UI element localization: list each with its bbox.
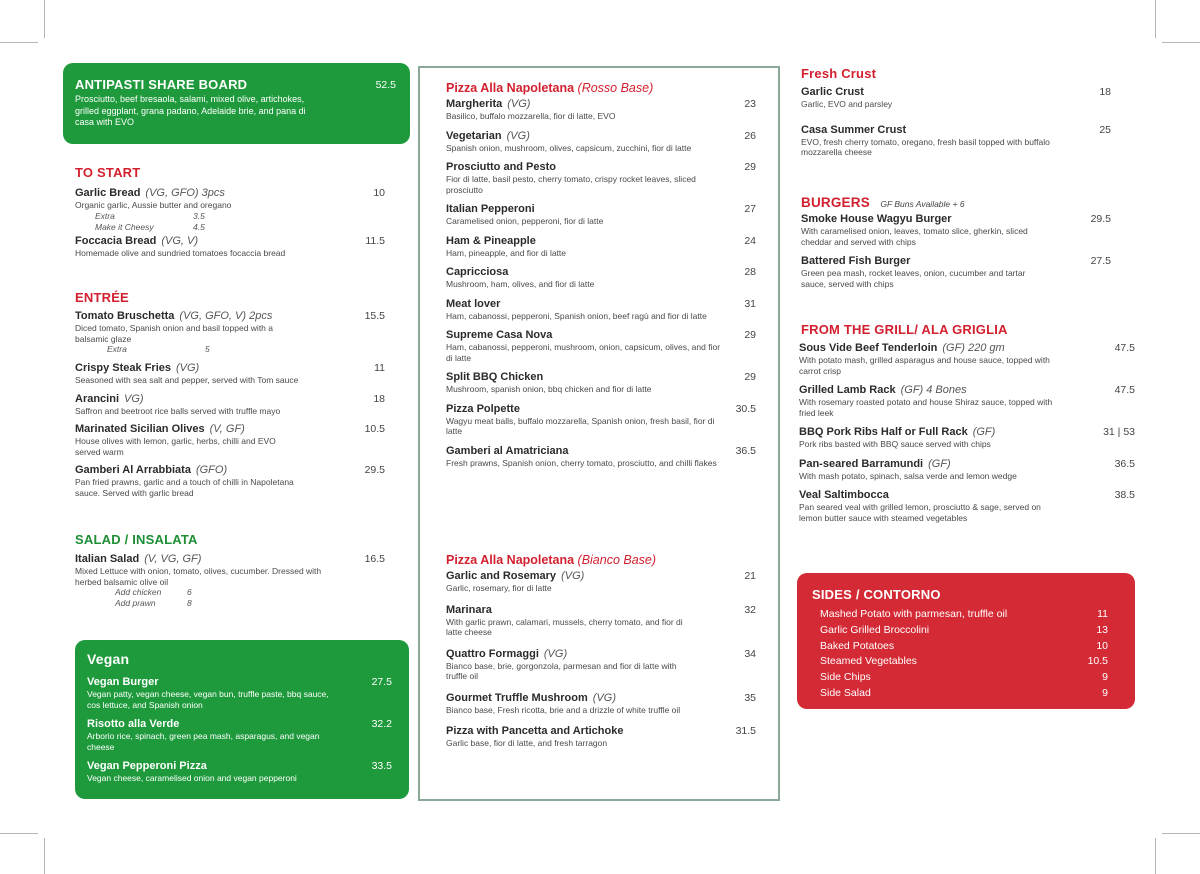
item-name — [799, 489, 1135, 502]
item-name-text: Capricciosa — [446, 266, 509, 278]
antipasti-desc: Prosciutto, beef bresaola, salami, mixed olive, artichokes, grilled eggplant, grana padano, Adelaide brie, and pana di casa with EVO — [75, 94, 306, 127]
menu-item — [87, 760, 392, 784]
item-name-text: Vegan Pepperoni Pizza — [87, 760, 207, 772]
side-item — [820, 639, 1108, 655]
item-name-text: Supreme Casa Nova — [446, 329, 553, 341]
burgers-title: BURGERS — [801, 195, 870, 210]
item-name-text: Quattro Formaggi — [446, 647, 539, 660]
item-name-text: Prosciutto and Pesto — [446, 161, 557, 173]
item-name — [446, 98, 756, 111]
item-name-text: Casa Summer Crust — [801, 123, 907, 136]
item-desc: House olives with lemon, garlic, herbs, chilli and EVO served warm — [75, 436, 276, 457]
item-extra-value: 3.5 — [193, 210, 205, 221]
crop-mark — [0, 42, 38, 43]
menu-item — [446, 161, 756, 195]
item-name-text: Battered Fish Burger — [801, 255, 911, 267]
side-item-name: Steamed Vegetables — [820, 655, 917, 668]
item-extra — [75, 587, 395, 598]
menu-item — [799, 458, 1135, 482]
item-price: 47.5 — [1114, 342, 1135, 354]
menu-item — [446, 725, 756, 749]
pizza-rosso-list — [446, 98, 756, 468]
item-name — [446, 692, 756, 705]
item-name — [799, 342, 1135, 355]
left-column — [75, 165, 395, 608]
salad-list — [75, 553, 395, 609]
side-item-price: 10 — [1096, 639, 1108, 652]
item-price: 31 — [744, 297, 756, 310]
side-item-price: 11 — [1097, 608, 1108, 620]
item-desc: Bianco base, brie, gorgonzola, parmesan and fior di latte with truffle oil — [446, 660, 677, 681]
side-item-name: Baked Potatoes — [820, 639, 895, 652]
menu-item — [446, 130, 756, 154]
entree-list — [75, 310, 395, 498]
item-name — [446, 371, 756, 384]
item-price: 36.5 — [735, 444, 756, 457]
item-desc: Vegan patty, vegan cheese, vegan bun, truffle paste, bbq sauce, cos lettuce, and Spanish onion — [87, 689, 329, 710]
item-name — [801, 86, 1111, 99]
pizza-box — [418, 66, 780, 801]
side-item — [820, 623, 1108, 639]
menu-item — [446, 203, 756, 227]
item-price: 28 — [744, 266, 756, 278]
item-name-text: Risotto alla Verde — [87, 718, 180, 730]
item-price: 47.5 — [1114, 384, 1135, 396]
item-price: 36.5 — [1114, 457, 1135, 470]
item-desc: Basilico, buffalo mozzarella, fior di latte, EVO — [446, 111, 616, 121]
item-tag: (GFO) — [195, 464, 228, 476]
menu-item — [799, 426, 1135, 450]
item-name-text: Italian Pepperoni — [446, 203, 535, 215]
antipasti-price: 52.5 — [375, 79, 396, 91]
item-name — [801, 255, 1111, 268]
item-name — [75, 235, 395, 248]
item-name-text: Vegetarian — [446, 129, 502, 142]
item-price: 18 — [1099, 86, 1111, 98]
menu-item — [801, 213, 1111, 247]
item-desc: Ham, cabanossi, pepperoni, Spanish onion, beef ragù and fior di latte — [446, 310, 707, 321]
item-price: 24 — [744, 234, 756, 247]
item-tag: (GF) 220 gm — [942, 342, 1005, 354]
item-name-text: Vegan Burger — [87, 676, 159, 688]
antipasti-title: ANTIPASTI SHARE BOARD — [75, 77, 248, 92]
item-desc: Seasoned with sea salt and pepper, served with Tom sauce — [75, 375, 299, 385]
item-name — [87, 718, 392, 731]
item-extra-value: 8 — [187, 598, 192, 608]
menu-item — [75, 187, 395, 233]
item-desc: Garlic, EVO and parsley — [801, 99, 893, 109]
burgers-list — [801, 213, 1111, 289]
item-price: 33.5 — [371, 760, 392, 772]
menu-item — [446, 648, 756, 682]
item-name-text: Sous Vide Beef Tenderloin — [799, 342, 938, 354]
item-desc: With potato mash, grilled asparagus and house sauce, topped with carrot crisp — [799, 355, 1050, 376]
menu-item — [446, 403, 756, 437]
item-extra — [75, 598, 395, 609]
menu-item — [75, 423, 395, 457]
item-price: 18 — [373, 392, 385, 405]
item-tag: (GF) — [972, 426, 996, 438]
item-price: 21 — [744, 570, 756, 582]
menu-item — [446, 371, 756, 395]
item-extra-label: Add chicken — [115, 587, 162, 597]
pizza-bianco-title — [446, 553, 756, 567]
item-name — [87, 676, 392, 689]
item-extra-label: Make it Cheesy — [95, 221, 154, 232]
vegan-box — [75, 640, 409, 799]
vegan-list — [87, 676, 392, 784]
crop-mark — [1155, 838, 1156, 874]
vegan-title: Vegan — [87, 651, 130, 667]
item-name — [446, 329, 756, 342]
item-name — [75, 464, 395, 477]
item-name — [446, 161, 756, 174]
crop-mark — [44, 0, 45, 38]
item-price: 29 — [744, 161, 756, 173]
item-name-text: Marinated Sicilian Olives — [75, 423, 205, 435]
menu-item — [75, 310, 395, 355]
item-tag: (VG) — [506, 129, 530, 142]
item-name — [75, 310, 395, 323]
item-price: 38.5 — [1114, 489, 1135, 501]
item-tag: (VG, GFO) 3pcs — [145, 187, 225, 199]
item-price: 27 — [744, 203, 756, 215]
menu-item — [446, 235, 756, 259]
side-item-name: Side Chips — [820, 671, 871, 684]
fresh-crust-title: Fresh Crust — [801, 66, 877, 81]
item-tag: (V, VG, GF) — [144, 553, 202, 565]
item-desc: Green pea mash, rocket leaves, onion, cucumber and tartar sauce, served with chips — [801, 268, 1026, 289]
grill-list — [799, 342, 1135, 523]
item-price: 11.5 — [365, 234, 385, 247]
item-desc: Mushroom, ham, olives, and fior di latte — [446, 279, 595, 289]
item-name-text: Ham & Pineapple — [446, 234, 536, 247]
item-tag: (VG) — [176, 362, 200, 374]
item-name — [87, 760, 392, 773]
pizza-rosso-tag: (Rosso Base) — [577, 81, 654, 95]
menu-item — [801, 124, 1111, 158]
grill-title: FROM THE GRILL/ ALA GRIGLIA — [801, 322, 1008, 337]
side-item-name: Mashed Potato with parmesan, truffle oil — [820, 608, 1008, 620]
item-price: 11 — [374, 362, 385, 374]
menu-item — [799, 342, 1135, 376]
item-name — [446, 130, 756, 143]
item-desc: Garlic, rosemary, fior di latte — [446, 583, 552, 593]
item-price: 27.5 — [371, 676, 392, 688]
item-name-text: Arancini — [75, 392, 120, 405]
burgers-heading — [801, 194, 965, 212]
menu-item — [446, 570, 756, 594]
item-name-text: Gourmet Truffle Mushroom — [446, 691, 588, 704]
item-price: 27.5 — [1090, 255, 1111, 267]
menu-item — [446, 329, 756, 363]
item-name-text: Margherita — [446, 98, 503, 110]
item-desc: Ham, cabanossi, pepperoni, mushroom, onion, capsicum, olives, and fior di latte — [446, 342, 721, 363]
item-desc: Wagyu meat balls, buffalo mozzarella, Spanish onion, fresh basil, fior di latte — [446, 415, 715, 436]
menu-item — [75, 362, 395, 386]
item-price: 29.5 — [364, 464, 385, 476]
side-item-price: 9 — [1102, 686, 1108, 699]
menu-item — [75, 464, 395, 498]
item-desc: With rosemary roasted potato and house Shiraz sauce, topped with fried leek — [799, 397, 1053, 418]
menu-item — [446, 98, 756, 122]
sides-box — [797, 573, 1135, 709]
item-desc: Fior di latte, basil pesto, cherry tomato, crispy rocket leaves, sliced prosciutto — [446, 174, 696, 195]
item-extra-label: Extra — [95, 210, 115, 221]
item-name-text: Veal Saltimbocca — [799, 489, 889, 501]
item-name — [75, 187, 395, 200]
pizza-rosso-title — [446, 81, 756, 95]
item-desc: Pork ribs basted with BBQ sauce served with chips — [799, 439, 991, 449]
side-item-price: 10.5 — [1087, 655, 1108, 668]
item-name — [446, 235, 756, 248]
item-desc: Pan fried prawns, garlic and a touch of chilli in Napoletana sauce. Served with garlic bread — [75, 477, 294, 498]
item-name-text: Marinara — [446, 603, 492, 616]
crop-mark — [44, 838, 45, 874]
item-price: 30.5 — [735, 402, 756, 415]
pizza-rosso-title-text: Pizza Alla Napoletana — [446, 81, 575, 95]
side-item — [820, 654, 1108, 670]
item-extra-label: Extra — [107, 344, 127, 354]
item-desc: Mushroom, spanish onion, bbq chicken and fior di latte — [446, 384, 652, 394]
item-extra — [75, 222, 395, 233]
item-desc: Caramelised onion, pepperoni, fior di latte — [446, 216, 604, 226]
to-start-title: TO START — [75, 165, 141, 180]
item-name-text: Meat lover — [446, 297, 501, 310]
side-item-price: 13 — [1096, 623, 1108, 636]
item-name — [799, 458, 1135, 471]
salad-title: SALAD / INSALATA — [75, 532, 198, 547]
antipasti-box — [63, 63, 410, 144]
item-extra-label: Add prawn — [115, 598, 156, 608]
item-desc: Mixed Lettuce with onion, tomato, olives, cucumber. Dressed with herbed balsamic olive oil — [75, 566, 322, 587]
item-price: 31 | 53 — [1103, 426, 1135, 438]
item-name — [75, 362, 395, 375]
item-name-text: Crispy Steak Fries — [75, 362, 171, 374]
sides-title: SIDES / CONTORNO — [812, 587, 941, 602]
item-desc: EVO, fresh cherry tomato, oregano, fresh basil topped with buffalo mozzarella cheese — [801, 136, 1050, 157]
item-extra-value: 4.5 — [193, 221, 205, 232]
item-name-text: Italian Salad — [75, 553, 140, 565]
sides-list — [820, 607, 1108, 702]
burgers-note: GF Buns Available + 6 — [880, 199, 965, 209]
side-item — [820, 670, 1108, 686]
item-price: 25 — [1099, 123, 1111, 136]
item-desc: Saffron and beetroot rice balls served with truffle mayo — [75, 405, 281, 416]
menu-item — [87, 718, 392, 752]
item-desc: Pan seared veal with grilled lemon, prosciutto & sage, served on lemon butter sauce with steamed vegetables — [799, 502, 1041, 523]
item-name — [801, 124, 1111, 137]
item-name — [446, 604, 756, 617]
menu-item — [446, 266, 756, 290]
menu-item — [87, 676, 392, 710]
item-name — [75, 393, 395, 406]
item-price: 31.5 — [735, 725, 756, 737]
item-name — [799, 384, 1135, 397]
item-name-text: Smoke House Wagyu Burger — [801, 213, 952, 225]
item-price: 29 — [744, 371, 756, 383]
menu-item — [801, 255, 1111, 289]
item-price: 15.5 — [364, 310, 385, 322]
item-name — [446, 203, 756, 216]
item-name-text: BBQ Pork Ribs Half or Full Rack — [799, 426, 968, 438]
item-desc: Vegan cheese, caramelised onion and vegan pepperoni — [87, 773, 297, 783]
menu-item — [799, 489, 1135, 523]
item-price: 16.5 — [364, 553, 385, 565]
item-name — [446, 298, 756, 311]
menu-item — [75, 393, 395, 417]
menu-item — [799, 384, 1135, 418]
item-extra — [75, 211, 395, 222]
item-tag: (VG) — [592, 691, 617, 704]
item-tag: (GF) — [928, 457, 951, 470]
item-name — [75, 553, 395, 566]
item-name-text: Gamberi al Amatriciana — [446, 444, 569, 457]
item-desc: With garlic prawn, calamari, mussels, cherry tomato, and fior di latte cheese — [446, 616, 683, 637]
item-price: 29 — [744, 329, 756, 341]
menu-item — [801, 86, 1111, 110]
item-tag: (VG) — [543, 647, 568, 660]
item-name — [446, 725, 756, 738]
item-tag: (VG, V) — [161, 234, 198, 247]
item-desc: Garlic base, fior di latte, and fresh tarragon — [446, 738, 608, 748]
item-extra — [75, 344, 395, 355]
item-price: 35 — [744, 691, 756, 704]
item-tag: (VG, GFO, V) 2pcs — [179, 310, 273, 322]
item-desc: Organic garlic, Aussie butter and oregano — [75, 200, 232, 210]
item-name-text: Tomato Bruschetta — [75, 310, 175, 322]
crop-mark — [1155, 0, 1156, 38]
side-item-name: Garlic Grilled Broccolini — [820, 623, 930, 636]
menu-item — [446, 445, 756, 469]
item-price: 10 — [373, 187, 385, 199]
to-start-list — [75, 187, 395, 258]
item-desc: Diced tomato, Spanish onion and basil topped with a balsamic glaze — [75, 323, 273, 344]
crop-mark — [1162, 833, 1200, 834]
item-name — [446, 648, 756, 661]
side-item-price: 9 — [1102, 671, 1108, 684]
item-name-text: Grilled Lamb Rack — [799, 384, 896, 396]
item-tag: (VG) — [561, 570, 585, 582]
crop-mark — [0, 833, 38, 834]
item-name-text: Foccacia Bread — [75, 234, 157, 247]
side-item — [820, 607, 1108, 623]
crop-mark — [1162, 42, 1200, 43]
item-price: 29.5 — [1090, 213, 1111, 225]
item-desc: Ham, pineapple, and fior di latte — [446, 247, 567, 258]
item-name — [799, 426, 1135, 439]
item-name — [446, 266, 756, 279]
item-tag: (GF) 4 Bones — [900, 384, 967, 396]
item-name — [446, 570, 756, 583]
item-extra-value: 5 — [205, 344, 210, 354]
fresh-crust-list — [801, 86, 1111, 158]
item-name — [801, 213, 1111, 226]
item-name-text: Pizza Polpette — [446, 402, 520, 415]
item-name-text: Garlic and Rosemary — [446, 570, 557, 582]
item-desc: Spanish onion, mushroom, olives, capsicum, zucchini, fior di latte — [446, 142, 692, 153]
entree-title: ENTRÉE — [75, 290, 129, 305]
item-desc: Fresh prawns, Spanish onion, cherry tomato, prosciutto, and chilli flakes — [446, 457, 717, 468]
item-tag: (V, GF) — [209, 423, 245, 435]
item-desc: Arborio rice, spinach, green pea mash, asparagus, and vegan cheese — [87, 731, 320, 752]
item-price: 34 — [744, 647, 756, 660]
item-name-text: Garlic Crust — [801, 86, 864, 98]
item-desc: With caramelised onion, leaves, tomato slice, gherkin, sliced cheddar and served with chips — [801, 226, 1028, 247]
item-tag: (VG) — [507, 98, 531, 110]
menu-item — [75, 553, 395, 609]
item-price: 32.2 — [371, 718, 392, 730]
side-item — [820, 686, 1108, 702]
menu-item — [75, 235, 395, 259]
item-name — [446, 403, 756, 416]
menu-item — [446, 604, 756, 638]
item-name-text: Split BBQ Chicken — [446, 371, 544, 383]
item-name-text: Garlic Bread — [75, 187, 141, 199]
item-name — [446, 445, 756, 458]
item-name-text: Gamberi Al Arrabbiata — [75, 464, 191, 476]
item-name-text: Pizza with Pancetta and Artichoke — [446, 725, 624, 737]
item-extra-value: 6 — [187, 587, 192, 597]
right-column — [799, 66, 1135, 523]
menu-item — [446, 692, 756, 716]
item-desc: With mash potato, spinach, salsa verde and lemon wedge — [799, 470, 1017, 481]
item-price: 23 — [744, 98, 756, 110]
pizza-bianco-list — [446, 570, 756, 749]
item-tag: VG) — [124, 392, 144, 405]
item-price: 26 — [744, 129, 756, 142]
item-name — [75, 423, 395, 436]
pizza-bianco-tag: (Bianco Base) — [577, 553, 657, 567]
item-price: 10.5 — [364, 423, 385, 435]
pizza-bianco-title-text: Pizza Alla Napoletana — [446, 553, 575, 567]
item-desc: Bianco base, Fresh ricotta, brie and a drizzle of white truffle oil — [446, 704, 681, 715]
menu-item — [446, 298, 756, 322]
item-name-text: Pan-seared Barramundi — [799, 457, 924, 470]
item-desc: Homemade olive and sundried tomatoes focaccia bread — [75, 247, 286, 258]
item-price: 32 — [744, 603, 756, 616]
side-item-name: Side Salad — [820, 686, 871, 699]
